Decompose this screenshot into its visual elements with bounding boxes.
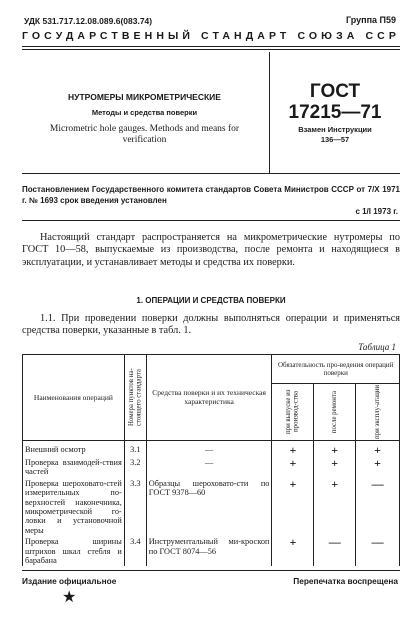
row-operation: Проверка ширины штрихов шкал стебля и барабана bbox=[23, 536, 125, 566]
official-edition: Издание официальное bbox=[22, 576, 117, 586]
top-rule bbox=[22, 46, 400, 47]
intro-paragraph: Настоящий стандарт распространяется на микрометрические нутромеры по ГОСТ 10—58, выпускаемые из производства, после ремонта и находящиеся в эксплуатации, и устанавливает методы и средства их поверки. bbox=[22, 232, 400, 268]
header-repair: после ремонта bbox=[314, 384, 356, 441]
row-operation: Внешний осмотр bbox=[23, 440, 125, 457]
row-number: 3.1 bbox=[124, 440, 146, 457]
row-repair: + bbox=[314, 478, 356, 536]
operations-table bbox=[22, 354, 400, 566]
replaced-number: 136—57 bbox=[320, 135, 350, 144]
star-icon: ★ bbox=[62, 589, 77, 606]
document-subtitle: Методы и средства поверки bbox=[91, 108, 198, 117]
gost-number bbox=[280, 81, 390, 123]
reprint-prohibited: Перепечатка воспрещена bbox=[293, 576, 398, 586]
title-divider bbox=[269, 52, 270, 173]
row-means: Образцы шероховато-сти по ГОСТ 9378—60 bbox=[146, 478, 272, 536]
section-1-heading: 1. ОПЕРАЦИИ И СРЕДСТВА ПОВЕРКИ bbox=[136, 296, 286, 305]
table-caption: Таблица 1 bbox=[358, 342, 396, 352]
english-title-line-1: Micrometric hole gauges. Methods and means for bbox=[49, 124, 240, 134]
gost-label: ГОСТ bbox=[309, 81, 361, 102]
footer-rule bbox=[22, 570, 400, 571]
table-row bbox=[23, 440, 400, 457]
row-operation: Проверка шероховато-стей измерительных по-верхностей наконечника, микрометрической го-ловки и установочной меры bbox=[23, 478, 125, 536]
row-exploit: — bbox=[356, 478, 400, 536]
header-number: Номера пунктов на-стоящего стандарта bbox=[124, 355, 146, 441]
row-means: — bbox=[146, 440, 272, 457]
header-operation: Наименования операций bbox=[23, 355, 125, 441]
table-row bbox=[23, 478, 400, 536]
paragraph-1-1: 1.1. При проведении поверки должны выполняться операции и применяться средства поверки, указанные в табл. 1. bbox=[22, 313, 400, 337]
effective-date: с 1/I 1973 г. bbox=[355, 207, 398, 216]
document-title: НУТРОМЕРЫ МИКРОМЕТРИЧЕСКИЕ bbox=[68, 92, 221, 102]
row-release: + bbox=[272, 457, 314, 478]
row-number: 3.3 bbox=[124, 478, 146, 536]
row-release: + bbox=[272, 536, 314, 566]
row-release: + bbox=[272, 440, 314, 457]
header-means: Средства поверки и их техническая характеристика bbox=[146, 355, 272, 441]
header-obligation: Обязательность про-ведения операций поверки bbox=[272, 355, 400, 384]
state-standard-banner: ГОСУДАРСТВЕННЫЙ СТАНДАРТ СОЮЗА ССР bbox=[22, 30, 400, 42]
row-means: — bbox=[146, 457, 272, 478]
row-release: + bbox=[272, 478, 314, 536]
row-operation: Проверка взаимодей-ствия частей bbox=[23, 457, 125, 478]
table-row bbox=[23, 457, 400, 478]
row-exploit: + bbox=[356, 457, 400, 478]
row-repair: — bbox=[314, 536, 356, 566]
top-rule-thin bbox=[22, 49, 400, 50]
row-number: 3.4 bbox=[124, 536, 146, 566]
row-number: 3.2 bbox=[124, 457, 146, 478]
english-title-line-2: verification bbox=[122, 135, 167, 145]
group-code: Группа П59 bbox=[345, 15, 396, 25]
header-release: при выпуске из производ-ства bbox=[272, 384, 314, 441]
replaced-label: Взамен Инструкции bbox=[298, 125, 372, 134]
decree-rule bbox=[22, 220, 400, 221]
header-exploit: при эксплу-атации bbox=[356, 384, 400, 441]
row-exploit: — bbox=[356, 536, 400, 566]
row-means: Инструментальный ми-кроскоп по ГОСТ 8074—56 bbox=[146, 536, 272, 566]
decree-text: Постановлением Государственного комитета стандартов Совета Министров СССР от 7/X 1971 г. № 1693 срок введения установлен bbox=[22, 185, 400, 205]
title-bottom-rule bbox=[22, 173, 400, 174]
table-row bbox=[23, 536, 400, 566]
replaced-instruction bbox=[280, 125, 390, 145]
row-repair: + bbox=[314, 440, 356, 457]
row-repair: + bbox=[314, 457, 356, 478]
udk-code: УДК 531.717.12.08.089.6(083.74) bbox=[24, 16, 153, 26]
row-exploit: + bbox=[356, 440, 400, 457]
english-title bbox=[22, 124, 267, 146]
gost-code: 17215—71 bbox=[288, 102, 382, 123]
